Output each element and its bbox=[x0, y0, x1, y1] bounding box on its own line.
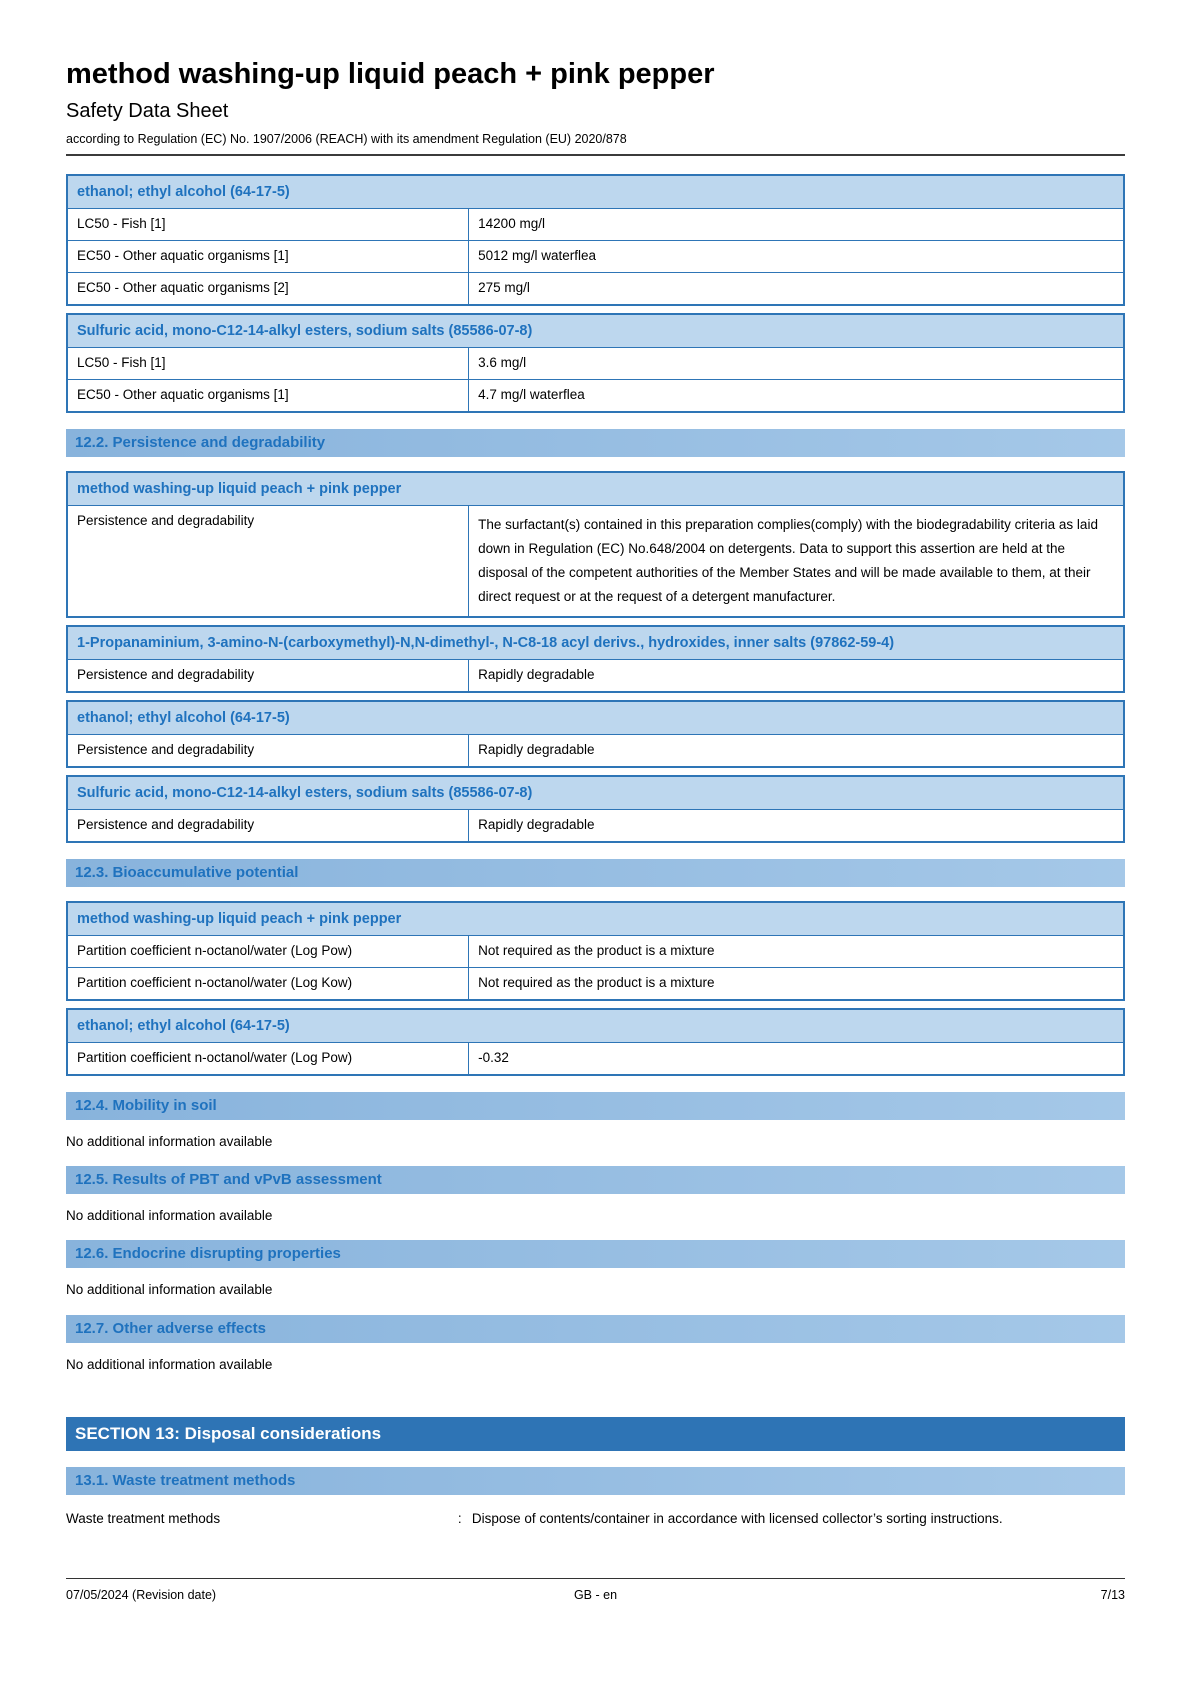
row-label: Partition coefficient n-octanol/water (Log Pow) bbox=[67, 936, 469, 968]
row-value: Rapidly degradable bbox=[469, 810, 1124, 842]
document-type: Safety Data Sheet bbox=[66, 100, 229, 123]
table-row bbox=[67, 810, 1124, 842]
row-value: The surfactant(s) contained in this preparation complies(comply) with the biodegradability criteria as laid down in Regulation (EC) No.648/2004 on detergents. Data to support this assertion are held at the disposal of the competent authorities of the Member States and will be made available to them, at their direct request or at the request of a detergent manufacturer. bbox=[469, 506, 1124, 618]
persistence-table-propanaminium bbox=[66, 625, 1125, 693]
row-value: Not required as the product is a mixture bbox=[469, 968, 1124, 1000]
substance-header: 1-Propanaminium, 3-amino-N-(carboxymethyl)-N,N-dimethyl-, N-C8-18 acyl derivs., hydroxides, inner salts (97862-59-4) bbox=[67, 626, 1124, 660]
table-row bbox=[67, 273, 1124, 305]
row-label: Persistence and degradability bbox=[67, 660, 469, 692]
row-value: 3.6 mg/l bbox=[469, 348, 1124, 380]
table-row bbox=[67, 241, 1124, 273]
table-header-row bbox=[67, 175, 1124, 209]
footer-language: GB - en bbox=[573, 1588, 618, 1602]
bioaccumulation-table-ethanol bbox=[66, 1008, 1125, 1076]
persistence-table-product bbox=[66, 471, 1125, 618]
bioaccumulation-table-product bbox=[66, 901, 1125, 1001]
row-value: Rapidly degradable bbox=[469, 735, 1124, 767]
row-value: 275 mg/l bbox=[469, 273, 1124, 305]
substance-header: ethanol; ethyl alcohol (64-17-5) bbox=[67, 1009, 1124, 1043]
waste-treatment-value: Dispose of contents/container in accordance with licensed collector’s sorting instructions. bbox=[471, 1511, 1003, 1527]
substance-header: method washing-up liquid peach + pink pepper bbox=[67, 902, 1124, 936]
substance-header: ethanol; ethyl alcohol (64-17-5) bbox=[67, 701, 1124, 735]
footer-revision-date: 07/05/2024 (Revision date) bbox=[66, 1588, 217, 1602]
substance-header: method washing-up liquid peach + pink pepper bbox=[67, 472, 1124, 506]
table-header-row bbox=[67, 472, 1124, 506]
row-label: Partition coefficient n-octanol/water (Log Pow) bbox=[67, 1043, 469, 1075]
footer-page-number: 7/13 bbox=[1100, 1588, 1125, 1602]
section-13-1-heading: 13.1. Waste treatment methods bbox=[66, 1467, 1125, 1495]
table-row bbox=[67, 1043, 1124, 1075]
row-value: 4.7 mg/l waterflea bbox=[469, 380, 1124, 412]
row-value: 5012 mg/l waterflea bbox=[469, 241, 1124, 273]
page-footer bbox=[66, 1578, 1125, 1602]
table-row bbox=[67, 735, 1124, 767]
section-12-2-heading: 12.2. Persistence and degradability bbox=[66, 429, 1125, 457]
table-row bbox=[67, 348, 1124, 380]
table-header-row bbox=[67, 626, 1124, 660]
no-info-note: No additional information available bbox=[66, 1282, 273, 1298]
persistence-table-sulfuric-acid bbox=[66, 775, 1125, 843]
substance-header: Sulfuric acid, mono-C12-14-alkyl esters, sodium salts (85586-07-8) bbox=[67, 314, 1124, 348]
no-info-note: No additional information available bbox=[66, 1134, 273, 1150]
row-label: LC50 - Fish [1] bbox=[67, 348, 469, 380]
table-header-row bbox=[67, 314, 1124, 348]
colon-separator: : bbox=[457, 1511, 462, 1527]
waste-treatment-label: Waste treatment methods bbox=[66, 1511, 221, 1527]
table-header-row bbox=[67, 776, 1124, 810]
row-label: Persistence and degradability bbox=[67, 735, 469, 767]
table-row bbox=[67, 936, 1124, 968]
substance-header: ethanol; ethyl alcohol (64-17-5) bbox=[67, 175, 1124, 209]
substance-header: Sulfuric acid, mono-C12-14-alkyl esters, sodium salts (85586-07-8) bbox=[67, 776, 1124, 810]
row-label: EC50 - Other aquatic organisms [1] bbox=[67, 380, 469, 412]
section-12-4-heading: 12.4. Mobility in soil bbox=[66, 1092, 1125, 1120]
table-header-row bbox=[67, 902, 1124, 936]
regulation-note: according to Regulation (EC) No. 1907/2006 (REACH) with its amendment Regulation (EU) 2020/878 bbox=[66, 132, 627, 147]
section-13-heading: SECTION 13: Disposal considerations bbox=[66, 1417, 1125, 1451]
row-label: EC50 - Other aquatic organisms [2] bbox=[67, 273, 469, 305]
section-12-6-heading: 12.6. Endocrine disrupting properties bbox=[66, 1240, 1125, 1268]
row-label: Persistence and degradability bbox=[67, 810, 469, 842]
row-value: -0.32 bbox=[469, 1043, 1124, 1075]
ecotox-table-ethanol bbox=[66, 174, 1125, 306]
header-divider bbox=[66, 154, 1125, 156]
table-header-row bbox=[67, 1009, 1124, 1043]
row-label: Persistence and degradability bbox=[67, 506, 469, 618]
table-row bbox=[67, 660, 1124, 692]
section-12-3-heading: 12.3. Bioaccumulative potential bbox=[66, 859, 1125, 887]
no-info-note: No additional information available bbox=[66, 1208, 273, 1224]
table-row bbox=[67, 968, 1124, 1000]
row-value: Rapidly degradable bbox=[469, 660, 1124, 692]
waste-treatment-row bbox=[66, 1511, 1125, 1528]
ecotox-table-sulfuric-acid bbox=[66, 313, 1125, 413]
row-value: 14200 mg/l bbox=[469, 209, 1124, 241]
table-header-row bbox=[67, 701, 1124, 735]
footer-divider bbox=[66, 1578, 1125, 1579]
table-row bbox=[67, 506, 1124, 618]
row-value: Not required as the product is a mixture bbox=[469, 936, 1124, 968]
row-label: EC50 - Other aquatic organisms [1] bbox=[67, 241, 469, 273]
table-row bbox=[67, 209, 1124, 241]
product-title: method washing-up liquid peach + pink pepper bbox=[66, 58, 715, 90]
persistence-table-ethanol bbox=[66, 700, 1125, 768]
no-info-note: No additional information available bbox=[66, 1356, 273, 1372]
table-row bbox=[67, 380, 1124, 412]
row-label: Partition coefficient n-octanol/water (Log Kow) bbox=[67, 968, 469, 1000]
section-12-5-heading: 12.5. Results of PBT and vPvB assessment bbox=[66, 1166, 1125, 1194]
section-12-7-heading: 12.7. Other adverse effects bbox=[66, 1315, 1125, 1343]
row-label: LC50 - Fish [1] bbox=[67, 209, 469, 241]
